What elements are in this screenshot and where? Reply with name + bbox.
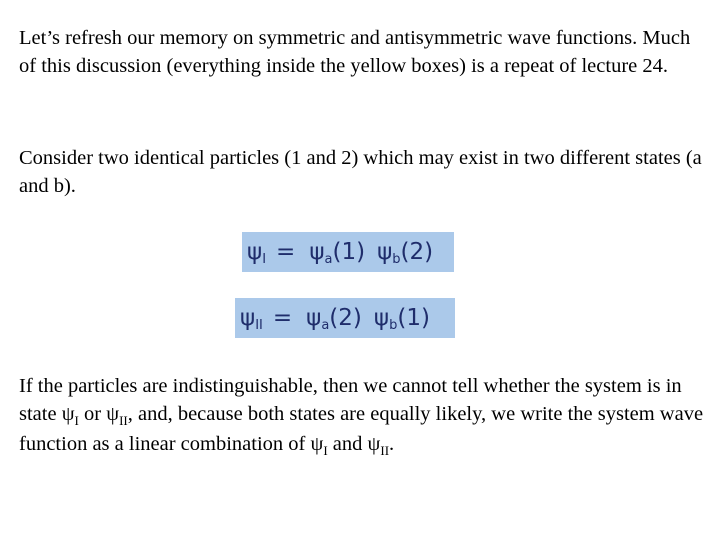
equation-psi-two <box>235 298 455 338</box>
psi-symbol: ψ <box>61 403 75 425</box>
psi-symbol: ψ <box>309 239 325 265</box>
intro-paragraph: Let’s refresh our memory on symmetric and antisymmetric wave functions. Much of this discussion (everything inside the yellow boxes) is a repeat of lecture 24. <box>19 27 691 77</box>
particle-argument: (2) <box>329 305 362 331</box>
indistinguishable-paragraph <box>19 372 709 460</box>
psi-symbol: ψ <box>377 239 393 265</box>
psi-symbol: ψ <box>306 305 322 331</box>
psi-symbol: ψ <box>310 433 324 455</box>
text-fragment: , and, because both states are equally likely, we write the system wave function as a linear combination of <box>19 403 704 455</box>
particle-argument: (1) <box>332 239 366 265</box>
text-fragment: or <box>78 403 107 425</box>
equals-sign: = <box>272 305 293 331</box>
psi-symbol: ψ <box>106 403 120 425</box>
psi-subscript: I <box>323 443 328 458</box>
psi-symbol: ψ <box>240 305 256 331</box>
psi-subscript: b <box>389 317 398 333</box>
psi-subscript: II <box>255 317 263 333</box>
text-fragment: and <box>327 433 368 455</box>
psi-symbol: ψ <box>373 305 390 331</box>
psi-subscript: II <box>119 413 128 428</box>
text-fragment: If the particles are indistinguishable, then we cannot tell whether the system is in state <box>19 375 682 425</box>
particle-argument: (1) <box>397 305 430 331</box>
psi-subscript: II <box>380 443 390 458</box>
states-paragraph: Consider two identical particles (1 and 2) which may exist in two different states (a and b). <box>19 147 702 197</box>
psi-subscript: I <box>74 413 79 428</box>
text-fragment: . <box>389 433 395 455</box>
particle-argument: (2) <box>400 239 434 265</box>
psi-symbol: ψ <box>367 433 381 455</box>
psi-subscript: b <box>392 251 401 267</box>
psi-symbol: ψ <box>247 239 263 265</box>
psi-subscript: a <box>321 317 330 333</box>
equals-sign: = <box>276 239 296 265</box>
equation-psi-one <box>242 232 454 272</box>
psi-subscript: a <box>324 251 333 267</box>
psi-subscript: I <box>262 251 267 267</box>
